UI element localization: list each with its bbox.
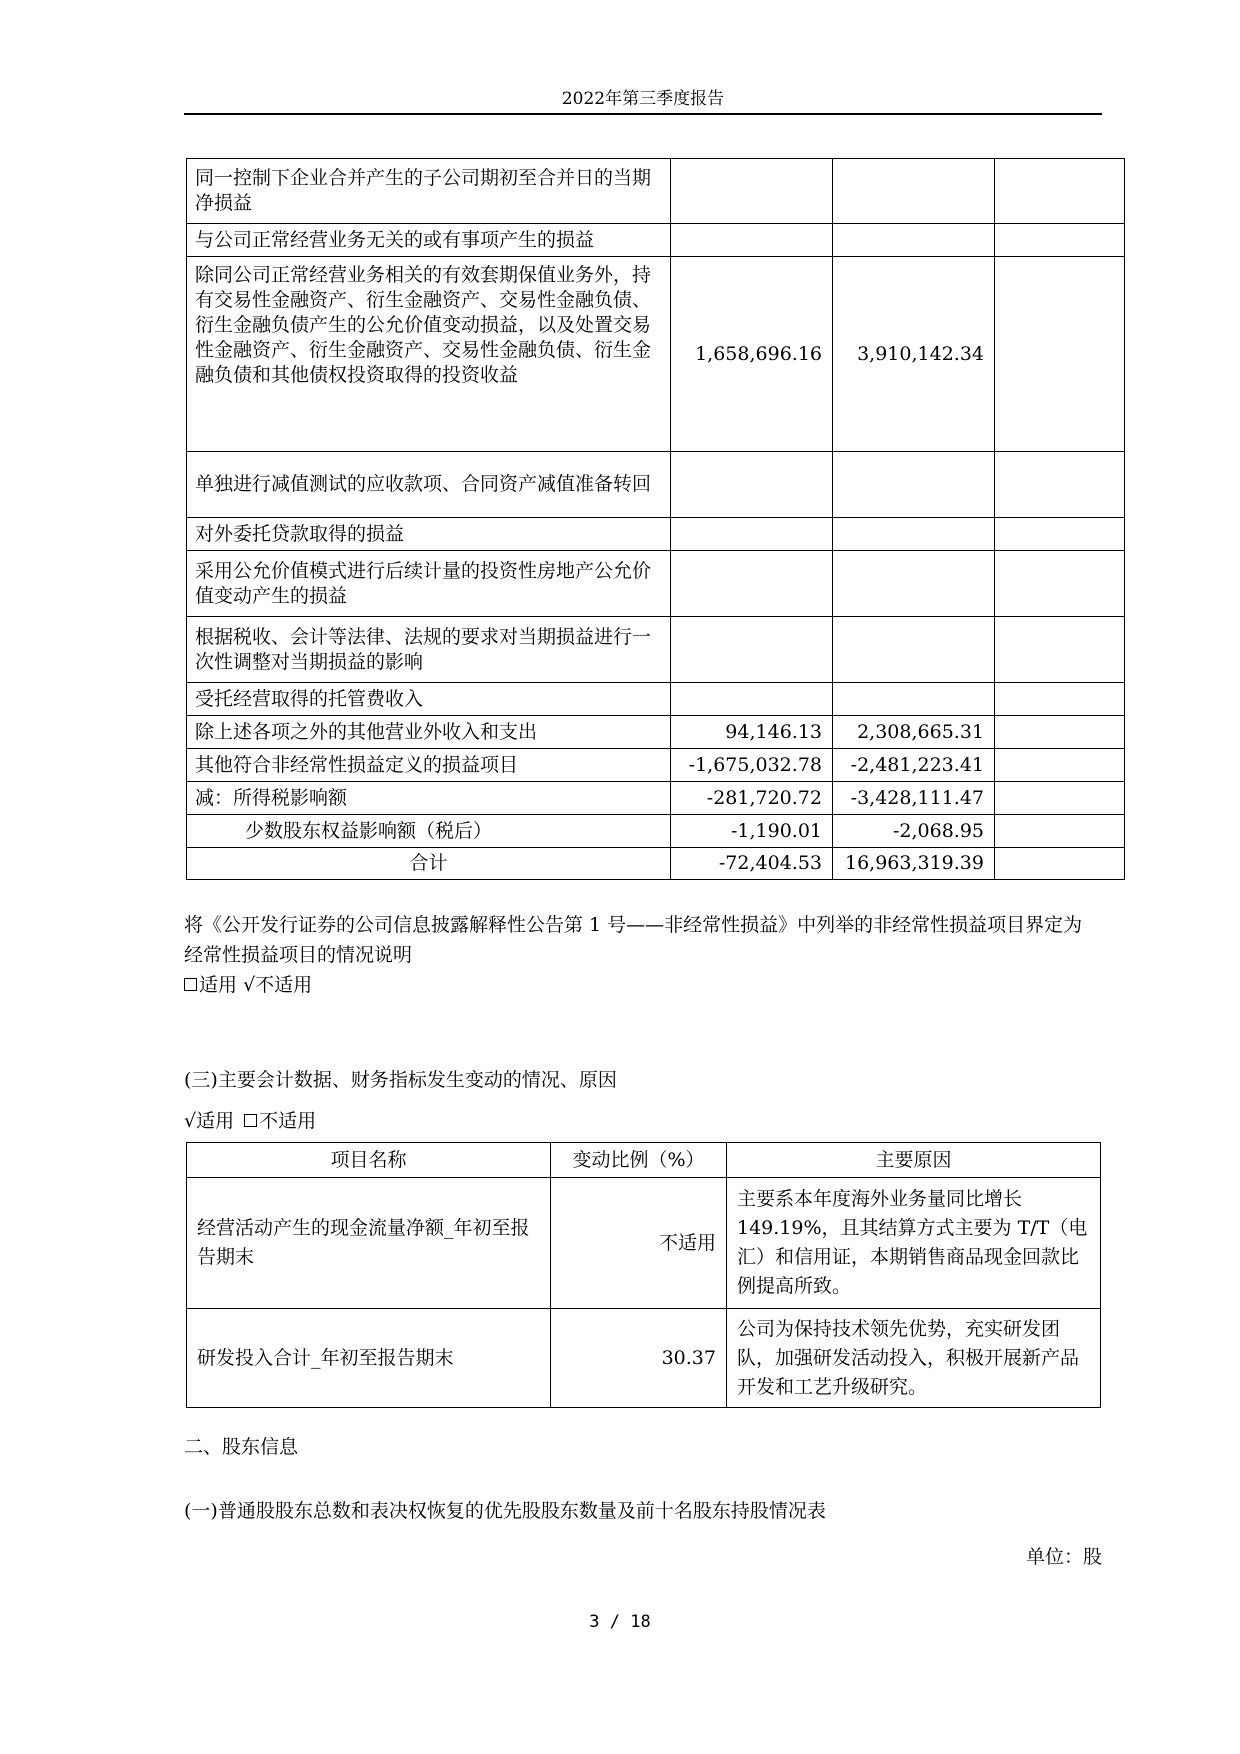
note-cell	[995, 749, 1125, 782]
ytd-value	[833, 224, 995, 257]
row-label: 与公司正常经营业务无关的或有事项产生的损益	[187, 224, 671, 257]
not-applicable-option: √不适用	[243, 974, 313, 996]
current-period-value: 1,658,696.16	[671, 257, 833, 452]
note-cell	[995, 848, 1125, 880]
table-row	[187, 518, 1125, 551]
main-reason: 公司为保持技术领先优势，充实研发团队，加强研发活动投入，积极开展新产品开发和工艺升级研究。	[727, 1309, 1101, 1408]
section-three-title: (三)主要会计数据、财务指标发生变动的情况、原因	[184, 1069, 617, 1091]
note-cell	[995, 518, 1125, 551]
unit-label: 单位：股	[1025, 1546, 1102, 1568]
table-row	[187, 749, 1125, 782]
table-row	[187, 224, 1125, 257]
non-recurring-gains-table	[186, 158, 1125, 880]
ytd-value	[833, 159, 995, 224]
change-ratio: 30.37	[551, 1309, 727, 1408]
explanation-applicability	[184, 970, 312, 1000]
main-reason: 主要系本年度海外业务量同比增长149.19%，且其结算方式主要为 T/T（电汇）和信用证，本期销售商品现金回款比例提高所致。	[727, 1178, 1101, 1309]
unchecked-box-icon	[244, 1114, 257, 1127]
explanation-text: 将《公开发行证券的公司信息披露解释性公告第 1 号——非经常性损益》中列举的非经常性损益项目界定为经常性损益项目的情况说明	[184, 914, 1083, 966]
table-row	[187, 617, 1125, 683]
ytd-value	[833, 683, 995, 716]
current-period-value	[671, 159, 833, 224]
current-period-value: -1,190.01	[671, 815, 833, 848]
current-period-value	[671, 224, 833, 257]
table-row	[187, 159, 1125, 224]
table-row	[187, 782, 1125, 815]
page-header: 2022年第三季度报告	[561, 89, 725, 109]
note-cell	[995, 716, 1125, 749]
row-label: 对外委托贷款取得的损益	[187, 518, 671, 551]
row-label: 受托经营取得的托管费收入	[187, 683, 671, 716]
item-name: 研发投入合计_年初至报告期末	[187, 1309, 551, 1408]
not-applicable-option: 不适用	[259, 1110, 317, 1132]
current-period-value	[671, 551, 833, 617]
ytd-value	[833, 551, 995, 617]
note-cell	[995, 683, 1125, 716]
shareholders-section-title: 二、股东信息	[184, 1436, 299, 1458]
note-cell	[995, 452, 1125, 518]
column-header: 主要原因	[727, 1143, 1101, 1178]
ytd-value	[833, 518, 995, 551]
ytd-value: 2,308,665.31	[833, 716, 995, 749]
note-cell	[995, 815, 1125, 848]
row-label: 单独进行减值测试的应收款项、合同资产减值准备转回	[187, 452, 671, 518]
row-label: 其他符合非经常性损益定义的损益项目	[187, 749, 671, 782]
indicator-change-table	[186, 1142, 1101, 1408]
ytd-value	[833, 452, 995, 518]
table-row	[187, 815, 1125, 848]
shareholders-table-caption: (一)普通股股东总数和表决权恢复的优先股股东数量及前十名股东持股情况表	[184, 1500, 826, 1522]
ytd-value: 3,910,142.34	[833, 257, 995, 452]
current-period-value	[671, 452, 833, 518]
current-period-value: -281,720.72	[671, 782, 833, 815]
current-period-value	[671, 518, 833, 551]
ytd-value: -2,481,223.41	[833, 749, 995, 782]
note-cell	[995, 159, 1125, 224]
ytd-value: -3,428,111.47	[833, 782, 995, 815]
row-label: 除同公司正常经营业务相关的有效套期保值业务外，持有交易性金融资产、衍生金融资产、交易性金融负债、衍生金融负债产生的公允价值变动损益，以及处置交易性金融资产、衍生金融资产、交易性金融负债、衍生金融负债和其他债权投资取得的投资收益	[187, 257, 671, 452]
note-cell	[995, 257, 1125, 452]
page-number: 3 / 18	[589, 1612, 651, 1632]
total-row	[187, 848, 1125, 880]
row-label: 根据税收、会计等法律、法规的要求对当期损益进行一次性调整对当期损益的影响	[187, 617, 671, 683]
note-cell	[995, 782, 1125, 815]
ytd-total: 16,963,319.39	[833, 848, 995, 880]
ytd-value	[833, 617, 995, 683]
current-period-value	[671, 683, 833, 716]
row-label: 除上述各项之外的其他营业外收入和支出	[187, 716, 671, 749]
row-label: 采用公允价值模式进行后续计量的投资性房地产公允价值变动产生的损益	[187, 551, 671, 617]
current-period-value	[671, 617, 833, 683]
current-period-value: 94,146.13	[671, 716, 833, 749]
note-cell	[995, 551, 1125, 617]
note-cell	[995, 617, 1125, 683]
unchecked-box-icon	[184, 978, 197, 991]
table-header-row	[187, 1143, 1101, 1178]
applicable-option: 适用	[199, 974, 238, 996]
applicable-option: √适用	[184, 1110, 235, 1132]
row-label: 同一控制下企业合并产生的子公司期初至合并日的当期净损益	[187, 159, 671, 224]
column-header: 变动比例（%）	[551, 1143, 727, 1178]
header-divider	[184, 113, 1102, 115]
table-row	[187, 1178, 1101, 1309]
row-label: 减：所得税影响额	[187, 782, 671, 815]
current-period-total: -72,404.53	[671, 848, 833, 880]
table-row	[187, 716, 1125, 749]
row-label: 少数股东权益影响额（税后）	[187, 815, 671, 848]
change-ratio: 不适用	[551, 1178, 727, 1309]
table-row	[187, 1309, 1101, 1408]
table-row	[187, 683, 1125, 716]
item-name: 经营活动产生的现金流量净额_年初至报告期末	[187, 1178, 551, 1309]
section-three-applicability	[184, 1106, 316, 1136]
note-cell	[995, 224, 1125, 257]
table-row	[187, 551, 1125, 617]
table-row	[187, 452, 1125, 518]
ytd-value: -2,068.95	[833, 815, 995, 848]
total-label: 合计	[187, 848, 671, 880]
column-header: 项目名称	[187, 1143, 551, 1178]
table-row	[187, 257, 1125, 452]
current-period-value: -1,675,032.78	[671, 749, 833, 782]
